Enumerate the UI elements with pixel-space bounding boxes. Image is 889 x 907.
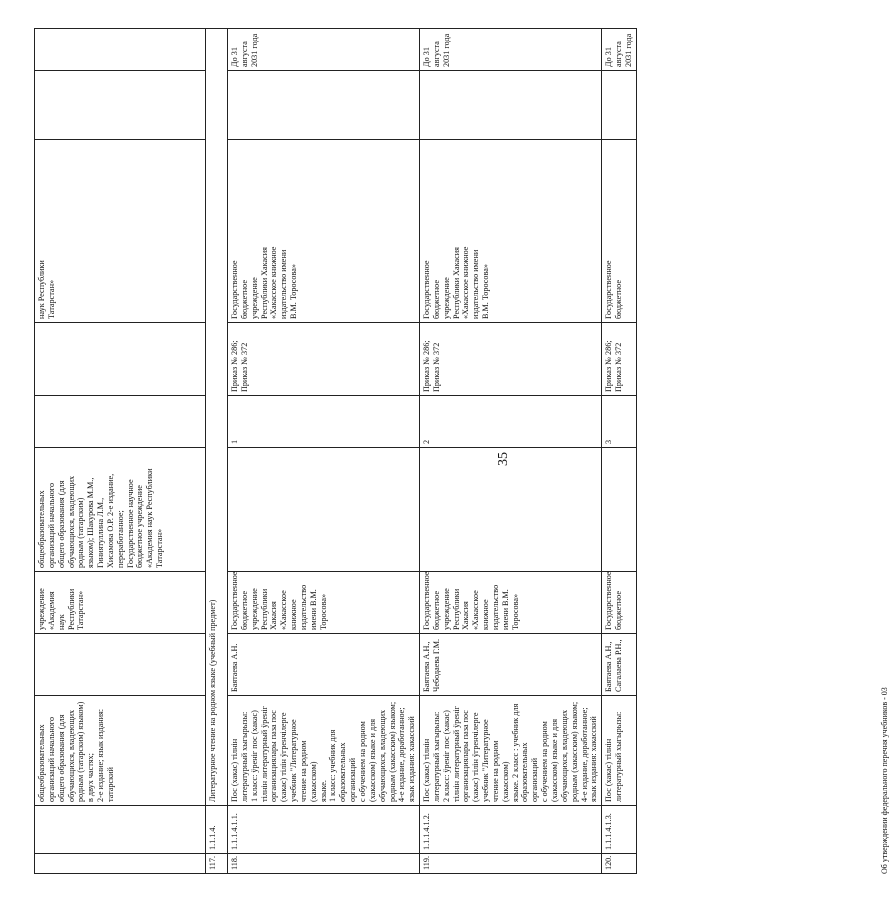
row-position: 3 bbox=[602, 396, 637, 448]
row-title: Пос (хакас) тiлнiн литературный хыгырызы: 1 класс: ÿренiг пос (хакас) тiлнiн литературный ÿренiг организациялары паза пос (хакас) тiлiн ÿгренчiлерге учебник "Литературное чтение на родном (хакасском) языке. 1 класс: учебник для образовательных организаций с обучением на родном (хакасском) языке и для обучающихся, владеющих родным (хакасским) языком; 4-е издание, доработанное; язык издания: хакасский bbox=[228, 696, 420, 806]
row-expertise bbox=[420, 448, 602, 572]
row-code: 1.1.1.4.1.2. bbox=[420, 806, 602, 854]
row-developer: Государственное бюджетное учреждение Республики Хакасия «Хакасское книжное издательство имени В.М. Торосова» bbox=[420, 140, 602, 323]
footer-text: Об утверждении федерального перечня учебников - 03 bbox=[880, 687, 889, 874]
row-code: 1.1.1.4.1.3. bbox=[602, 806, 637, 854]
row-extra bbox=[228, 71, 420, 140]
row-number: 117. bbox=[206, 854, 228, 874]
row-number bbox=[35, 854, 206, 874]
section-row bbox=[206, 29, 228, 874]
row-orders: Приказ № 286; Приказ № 372 bbox=[228, 323, 420, 396]
row-title: общеобразовательных организаций начального общего образования (для обучающихся, владеющих родным (татарским) языком) в двух частях; 2-е издание; язык издания: татарский bbox=[35, 696, 206, 806]
row-authors: Баятаева А.Н., Сагалаева Р.Н., bbox=[602, 634, 637, 696]
row-expertise bbox=[228, 448, 420, 572]
row-developer: наук Республики Татарстан» bbox=[35, 140, 206, 323]
row-extra bbox=[420, 71, 602, 140]
row-extra bbox=[35, 71, 206, 140]
row-code: 1.1.1.4.1.1. bbox=[228, 806, 420, 854]
rotated-content bbox=[34, 29, 889, 874]
row-date: До 31 августа 2031 года bbox=[228, 29, 420, 71]
row-authors bbox=[35, 634, 206, 696]
table-row bbox=[420, 29, 602, 874]
row-title: Пос (хакас) тiлнiн литературный хыгырызы: 2 класс: ÿренiг пос (хакас) тiлнiн литературный ÿренiг организациялары паза пос (хакас) тiлiн ÿгренчiлерге учебник "Литературное чтение на родном (хакасском) языке. 2 класс : учебник для образовательных организаций с обучением на родном (хакасском) языке и для обучающихся, владеющих родным (хакасским) языком; 4-е издание, доработанное; язык издания: хакасский bbox=[420, 696, 602, 806]
row-expertise: общеобразовательных организаций начального общего образования (для обучающихся, владеющих родным (татарским) языком); Шакурова М.М., Гиниятуллина Л.М., Хисамова О.Р. 2-е издание, переработанное; Государственное научное бюджетное учреждение «Академия наук Республики Татарстан» bbox=[35, 448, 206, 572]
table-row bbox=[228, 29, 420, 874]
row-number: 120. bbox=[602, 854, 637, 874]
row-code bbox=[35, 806, 206, 854]
row-publisher: учреждение «Академия наук Республики Татарстан» bbox=[35, 572, 206, 634]
row-publisher: Государственное бюджетное учреждение Республики Хакасия «Хакасское книжное издательство имени В.М. Торосова» bbox=[420, 572, 602, 634]
row-number: 118. bbox=[228, 854, 420, 874]
row-date bbox=[35, 29, 206, 71]
row-date: До 31 августа 2031 года bbox=[602, 29, 637, 71]
row-authors: Баятаева А.Н. bbox=[228, 634, 420, 696]
row-publisher: Государственное бюджетное bbox=[602, 572, 637, 634]
row-developer: Государственное бюджетное учреждение Республики Хакасия «Хакасское книжное издательство имени В.М. Торосова» bbox=[228, 140, 420, 323]
row-orders bbox=[35, 323, 206, 396]
row-position: 2 bbox=[420, 396, 602, 448]
row-date: До 31 августа 2031 года bbox=[420, 29, 602, 71]
row-title: Пос (хакас) тiлнiн литературный хыгырызы: bbox=[602, 696, 637, 806]
row-number: 119. bbox=[420, 854, 602, 874]
row-position: 1 bbox=[228, 396, 420, 448]
row-developer: Государственное бюджетное bbox=[602, 140, 637, 323]
row-publisher: Государственное бюджетное учреждение Республики Хакасия «Хакасское книжное издательство имени В.М. Торосова» bbox=[228, 572, 420, 634]
row-code: 1.1.1.4. bbox=[206, 806, 228, 854]
table-row bbox=[35, 29, 206, 874]
section-title: Литературное чтение на родном языке (учебный предмет) bbox=[206, 29, 228, 806]
page-number: 35 bbox=[496, 452, 511, 466]
row-expertise bbox=[602, 448, 637, 572]
row-position bbox=[35, 396, 206, 448]
table-row bbox=[602, 29, 637, 874]
textbook-table bbox=[34, 28, 637, 874]
row-orders: Приказ № 286; Приказ № 372 bbox=[420, 323, 602, 396]
row-orders: Приказ № 286; Приказ № 372 bbox=[602, 323, 637, 396]
row-extra bbox=[602, 71, 637, 140]
row-authors: Баятаева А.Н., Чебодаева Г.М. bbox=[420, 634, 602, 696]
